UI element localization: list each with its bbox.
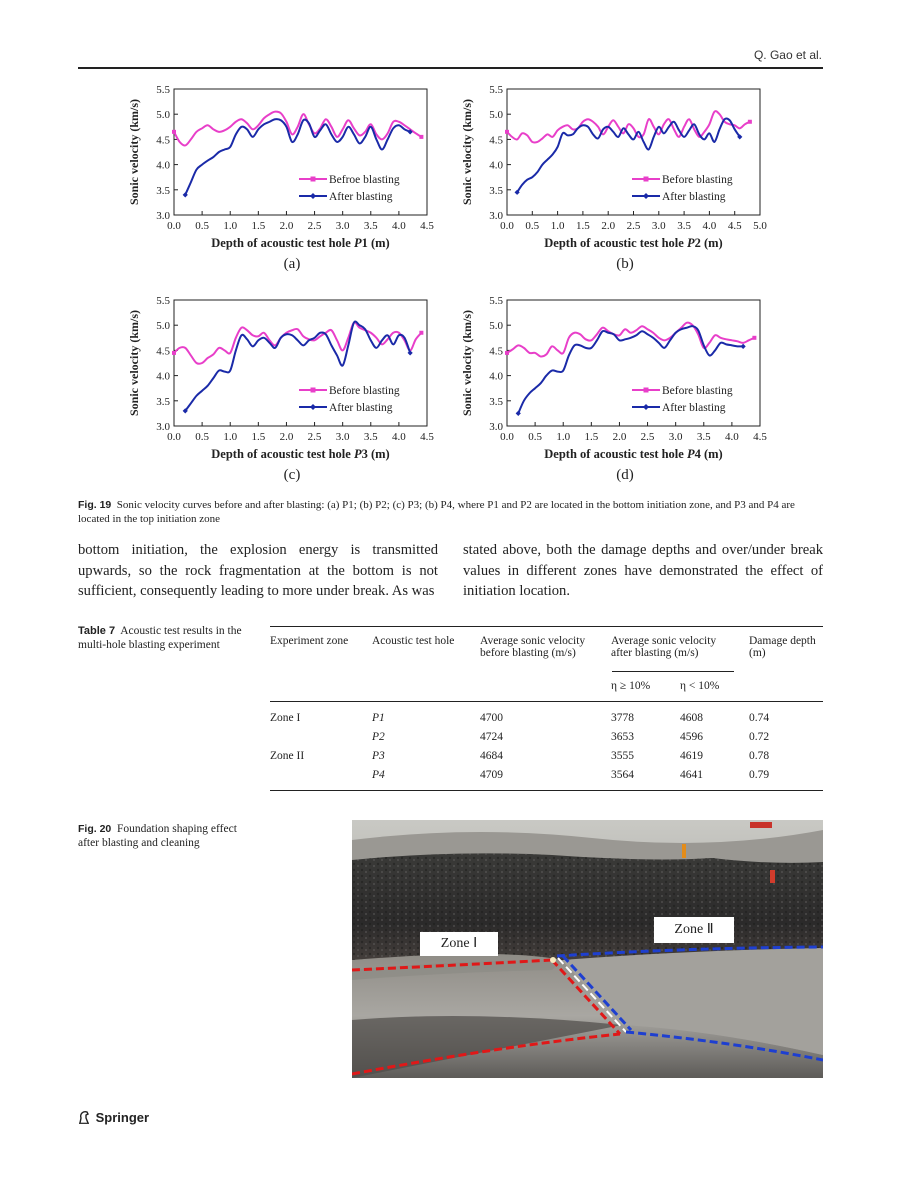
cell-after-lt: 4619 [680, 749, 703, 762]
panel-label-b: (b) [616, 256, 634, 272]
x-tick-label: 0.0 [500, 220, 514, 232]
legend-label: Before blasting [662, 385, 733, 397]
chart-panel-d [455, 293, 775, 493]
y-tick-label: 5.5 [156, 84, 170, 96]
figure-20-caption [78, 822, 258, 850]
x-tick-label: 0.0 [167, 220, 181, 232]
x-tick-label: 2.0 [601, 220, 616, 232]
figure-19-label: Fig. 19 [78, 499, 112, 511]
x-tick-label: 2.5 [640, 431, 655, 443]
legend-label: Before blasting [662, 174, 733, 186]
data-point [505, 351, 509, 355]
data-point [172, 351, 176, 355]
table-7-label: Table 7 [78, 625, 116, 637]
x-tick-label: 5.0 [753, 220, 767, 232]
x-tick-label: 3.0 [651, 220, 666, 232]
x-tick-label: 3.5 [363, 220, 378, 232]
x-tick-label: 2.5 [626, 220, 641, 232]
legend-marker [311, 388, 316, 393]
table-row [270, 708, 823, 727]
col-header-after-ge: η ≥ 10% [611, 679, 651, 692]
x-tick-label: 3.0 [668, 431, 683, 443]
cell-before: 4709 [480, 768, 503, 781]
y-tick-label: 3.0 [156, 210, 170, 222]
x-tick-label: 1.5 [251, 431, 266, 443]
cell-depth: 0.78 [749, 749, 770, 762]
cell-zone [270, 727, 372, 746]
x-tick-label: 1.5 [584, 431, 599, 443]
legend-label: After blasting [329, 191, 393, 203]
col-header-before: Average sonic velocity before blasting (m/s) [480, 635, 586, 659]
cell-before: 4684 [480, 749, 503, 762]
legend-marker [644, 177, 649, 182]
y-tick-label: 4.5 [156, 345, 170, 358]
y-tick-label: 4.5 [489, 134, 503, 147]
x-tick-label: 1.0 [550, 220, 565, 232]
data-point [172, 130, 176, 134]
table-row [270, 727, 823, 746]
x-tick-label: 3.0 [335, 431, 350, 443]
chart-svg [455, 82, 775, 282]
x-tick-label: 3.5 [363, 431, 378, 443]
body-text-right: stated above, both the damage depths and over/under break values in different zones have demonstrated the effect of initiation location. [463, 542, 823, 599]
y-tick-label: 4.0 [489, 159, 503, 172]
x-tick-label: 0.5 [195, 431, 209, 443]
col-header-zone: Experiment zone [270, 635, 349, 647]
x-tick-label: 4.5 [753, 431, 767, 443]
chart-svg [455, 293, 775, 493]
cell-zone: Zone II [270, 749, 305, 762]
table-7-caption-text: Acoustic test results in the multi-hole blasting experiment [78, 625, 242, 651]
zone-1-label: Zone Ⅰ [420, 932, 498, 956]
cell-hole: P4 [372, 768, 385, 781]
cell-hole: P3 [372, 749, 385, 762]
y-tick-label: 4.5 [156, 134, 170, 147]
cell-depth: 0.74 [749, 711, 770, 724]
x-tick-label: 0.5 [195, 220, 209, 232]
cell-after-ge: 3555 [611, 749, 634, 762]
series-line-after [185, 322, 410, 411]
publisher-name: Springer [95, 1110, 150, 1125]
data-point [419, 331, 423, 335]
cell-after-ge: 3778 [611, 711, 634, 724]
x-tick-label: 4.0 [702, 220, 717, 232]
x-tick-label: 1.0 [223, 220, 238, 232]
y-tick-label: 5.0 [489, 320, 503, 333]
y-tick-label: 4.0 [156, 159, 170, 172]
foundation-photo [352, 820, 823, 1078]
x-tick-label: 4.0 [392, 220, 406, 232]
y-tick-label: 5.0 [156, 320, 170, 333]
y-tick-label: 5.5 [156, 295, 170, 307]
x-tick-label: 2.0 [279, 431, 294, 443]
cell-zone [270, 765, 372, 784]
data-point [408, 350, 413, 355]
cell-zone: Zone I [270, 711, 301, 724]
legend-marker [310, 193, 316, 199]
cell-hole: P2 [372, 730, 385, 743]
x-tick-label: 2.5 [307, 220, 322, 232]
running-header-author: Q. Gao et al. [753, 48, 822, 62]
panel-label-a: (a) [283, 256, 301, 272]
y-axis-label: Sonic velocity (km/s) [127, 99, 141, 205]
cell-after-ge: 3564 [611, 768, 634, 781]
legend-label: After blasting [329, 402, 393, 414]
x-tick-label: 2.0 [612, 431, 627, 443]
cell-hole: P1 [372, 711, 385, 724]
x-tick-label: 2.0 [279, 220, 294, 232]
figure-20-caption-text: Foundation shaping effect after blasting and cleaning [78, 823, 237, 849]
cell-before: 4700 [480, 711, 503, 724]
data-point [748, 120, 752, 124]
chart-panel-c [122, 293, 442, 493]
y-tick-label: 4.0 [489, 370, 503, 383]
y-tick-label: 3.0 [156, 421, 170, 433]
y-tick-label: 3.5 [156, 395, 170, 408]
col-header-after-lt: η < 10% [680, 679, 720, 692]
table-row [270, 746, 823, 765]
chart-svg [122, 293, 442, 493]
data-point [505, 130, 509, 134]
footer-publisher [78, 1110, 149, 1125]
x-tick-label: 3.0 [335, 220, 350, 232]
x-tick-label: 1.5 [251, 220, 266, 232]
x-tick-label: 4.0 [392, 431, 406, 443]
chart-panel-b [455, 82, 775, 282]
col-header-hole: Acoustic test hole [372, 635, 455, 647]
x-axis-label: Depth of acoustic test hole P3 (m) [211, 447, 390, 461]
x-tick-label: 0.5 [528, 431, 542, 443]
figure-19-caption-text: Sonic velocity curves before and after blasting: (a) P1; (b) P2; (c) P3; (b) P4, where P1 and P2 are located in the bottom initiation zone, and P3 and P4 are located in the top initiation zone [78, 499, 795, 525]
data-point [752, 336, 756, 340]
legend-label: Before blasting [329, 385, 400, 397]
table-7-caption [78, 624, 248, 652]
series-line-before [507, 111, 750, 142]
col-header-after: Average sonic velocity after blasting (m/s) [611, 635, 717, 659]
y-tick-label: 5.0 [156, 109, 170, 122]
col-header-depth: Damage depth (m) [749, 635, 816, 659]
y-tick-label: 3.0 [489, 210, 503, 222]
y-axis-label: Sonic velocity (km/s) [460, 310, 474, 416]
cell-after-lt: 4608 [680, 711, 703, 724]
legend-marker [643, 404, 649, 410]
figure-20-label: Fig. 20 [78, 823, 112, 835]
series-line-before [174, 112, 421, 146]
y-tick-label: 3.5 [489, 395, 503, 408]
x-axis-label: Depth of acoustic test hole P4 (m) [544, 447, 723, 461]
chart-panel-a [122, 82, 442, 282]
series-line-before [174, 322, 421, 363]
x-tick-label: 4.0 [725, 431, 739, 443]
x-tick-label: 1.5 [576, 220, 590, 232]
y-tick-label: 3.5 [156, 184, 170, 197]
x-tick-label: 3.5 [696, 431, 711, 443]
x-tick-label: 2.5 [307, 431, 322, 443]
legend-marker [311, 177, 316, 182]
legend-label: After blasting [662, 191, 726, 203]
legend-marker [310, 404, 316, 410]
series-line-after [518, 326, 743, 413]
cell-after-lt: 4641 [680, 768, 703, 781]
x-tick-label: 4.5 [420, 220, 434, 232]
table-row [270, 765, 823, 784]
table-7 [270, 626, 823, 784]
x-axis-label: Depth of acoustic test hole P2 (m) [544, 236, 723, 250]
x-tick-label: 0.0 [500, 431, 514, 443]
y-tick-label: 5.5 [489, 295, 503, 307]
y-tick-label: 4.5 [489, 345, 503, 358]
figure-19-caption [78, 498, 823, 526]
table-rule-bottom [270, 790, 823, 791]
x-tick-label: 0.5 [525, 220, 540, 232]
y-tick-label: 3.5 [489, 184, 503, 197]
legend-marker [643, 193, 649, 199]
x-tick-label: 0.0 [167, 431, 181, 443]
panel-label-d: (d) [616, 467, 634, 483]
chart-svg [122, 82, 442, 282]
y-tick-label: 5.0 [489, 109, 503, 122]
cell-depth: 0.79 [749, 768, 770, 781]
data-point [741, 344, 746, 349]
legend-marker [644, 388, 649, 393]
zone-2-label: Zone Ⅱ [654, 917, 734, 943]
cell-depth: 0.72 [749, 730, 770, 743]
cell-after-lt: 4596 [680, 730, 703, 743]
y-axis-label: Sonic velocity (km/s) [127, 310, 141, 416]
y-tick-label: 5.5 [489, 84, 503, 96]
y-tick-label: 3.0 [489, 421, 503, 433]
y-axis-label: Sonic velocity (km/s) [460, 99, 474, 205]
y-tick-label: 4.0 [156, 370, 170, 383]
x-axis-label: Depth of acoustic test hole P1 (m) [211, 236, 390, 250]
body-text-left: bottom initiation, the explosion energy is transmitted upwards, so the rock fragmentation at the bottom is not sufficient, consequently leading to more under break. As was [78, 542, 438, 599]
springer-horse-icon [78, 1110, 90, 1124]
data-point [419, 135, 423, 139]
x-tick-label: 1.0 [223, 431, 238, 443]
x-tick-label: 4.5 [420, 431, 434, 443]
legend-label: Befroe blasting [329, 174, 400, 186]
series-line-before [507, 323, 754, 357]
cell-after-ge: 3653 [611, 730, 634, 743]
cell-before: 4724 [480, 730, 503, 743]
x-tick-label: 3.5 [677, 220, 691, 232]
x-tick-label: 1.0 [556, 431, 571, 443]
legend-label: After blasting [662, 402, 726, 414]
header-rule [78, 67, 823, 69]
x-tick-label: 4.5 [727, 220, 742, 232]
panel-label-c: (c) [283, 467, 301, 483]
